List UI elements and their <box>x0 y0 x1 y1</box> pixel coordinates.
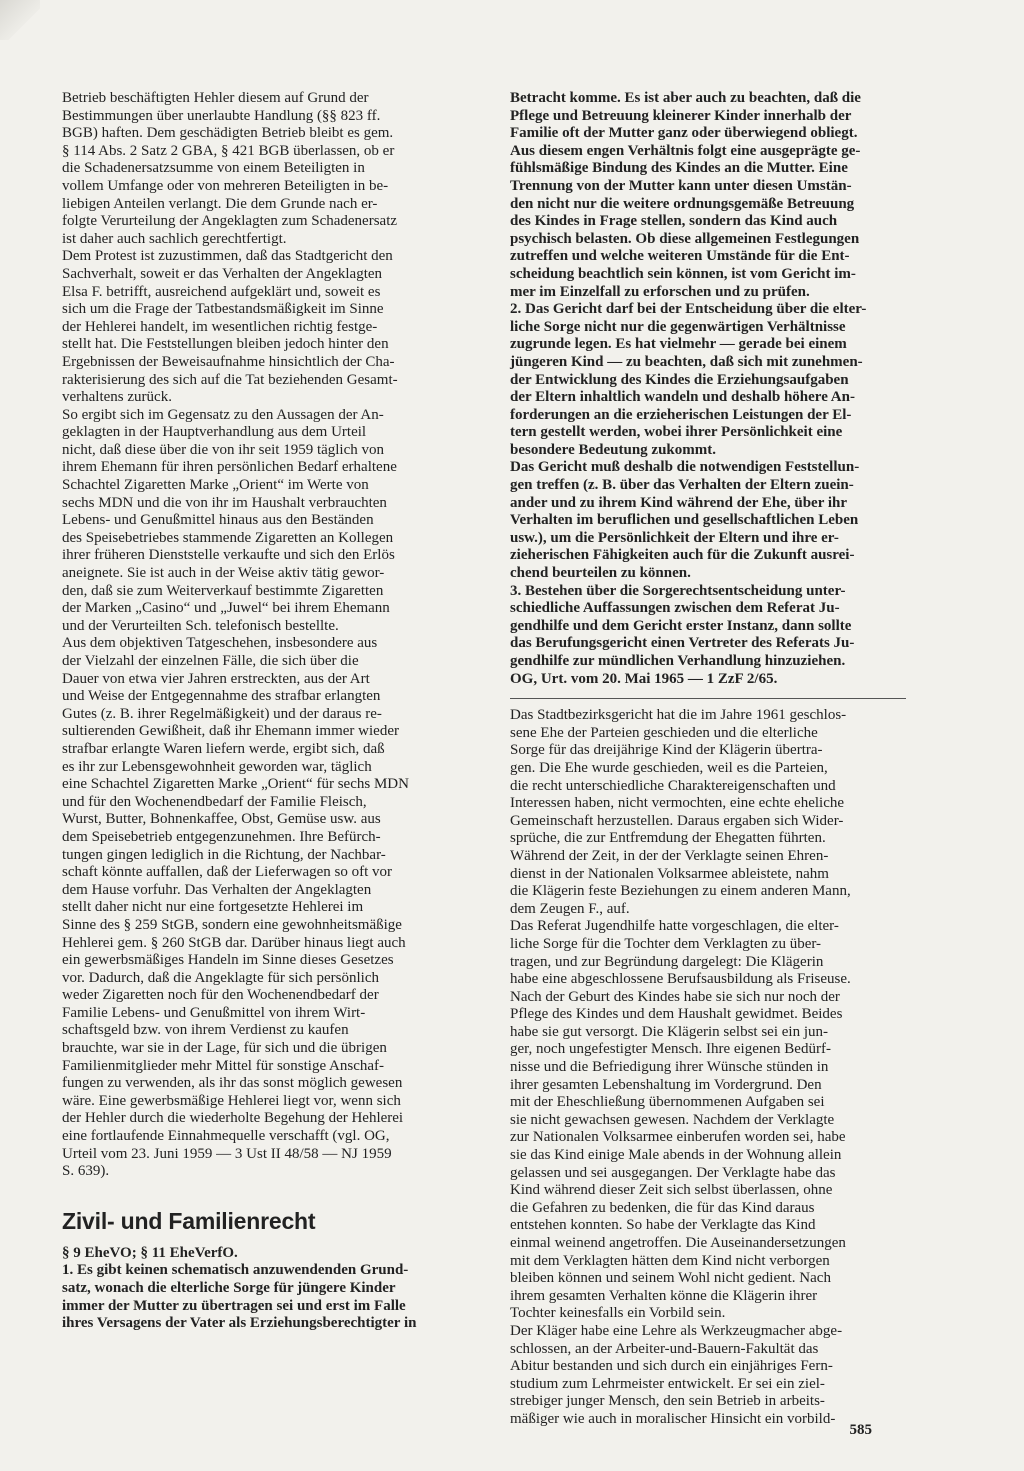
statute-reference: § 9 EheVO; § 11 EheVerfO. <box>62 1244 238 1261</box>
court-citation: OG, Urt. vom 20. Mai 1965 — 1 ZzF 2/65. <box>510 670 778 687</box>
paragraph: Betrieb beschäftigten Hehler diesem auf Grund der Bestimmungen über unerlaubte Handlung (§§ 823 ff. BGB) haften. Dem geschädigten Betrieb bleibt es gem. § 114 Abs. 2 Satz 2 GBA, § 421 BGB überlassen, ob er die Schadenersatzsumme von einem Beteiligten in vollem Umfange oder von mehreren Beteiligten in be- liebigen Anteilen verlangt. Die dem Grunde nach er- folgte Verurteilung der Angeklagten zum Schadenersatz ist daher auch sachlich gerechtfertigt. <box>62 90 398 247</box>
paragraph: Dem Protest ist zuzustimmen, daß das Stadtgericht den Sachverhalt, soweit er das Verhalten der Angeklagten Elsa F. betrifft, ausreichend aufgeklärt und, soweit es sich um die Frage der Tatbestandsmäßigkeit im Sinne der Hehlerei handelt, im wesentlichen richtig festge- stellt hat. Die Feststellungen bleiben jedoch hinter den Ergebnissen der Beweisaufnahme hinsichtlich der Cha- rakterisierung des sich auf die Tat beziehenden Gesamt- verhaltens zurück. <box>62 248 398 406</box>
section-heading: Zivil- und Familienrecht <box>62 1207 316 1234</box>
headnote-paragraph: Das Gericht muß deshalb die notwendigen Feststellun- gen treffen (z. B. über das Verhalten der Eltern zuein- ander und zu ihrem Kind während der Ehe, über ihr Verhalten im beruflichen und gesellschaftlichen Leben usw.), um die Persönlichkeit der Eltern und ihre er- zieherischen Fähigkeiten auch für die Zukunft ausrei- chend beurteilen zu können. <box>510 459 860 582</box>
paragraph: Aus dem objektiven Tatgeschehen, insbesondere aus der Vielzahl der einzelnen Fälle, die sich über die Dauer von etwa vier Jahren erstreckten, aus der Art und Weise der Entgegennahme des strafbar erlangten Gutes (z. B. ihrer Regelmäßigkeit) und der daraus re- sultierenden Gewißheit, daß ihr Ehemann immer wieder strafbar erlangte Waren liefern werde, ergibt sich, daß es ihr zur Lebensgewohnheit geworden war, täglich eine Schachtel Zigaretten Marke „Orient“ für sechs MDN und für den Wochenendbedarf der Familie Fleisch, Wurst, Butter, Bohnenkaffee, Obst, Gemüse usw. aus dem Speisebetrieb entgegenzunehmen. Ihre Befürch- tungen gingen lediglich in die Richtung, der Nachbar- schaft könnte auffallen, daß der Lieferwagen so oft vor dem Hause vorfuhr. Das Verhalten der Angeklagten stellt daher nicht nur eine fortgesetzte Hehlerei im Sinne des § 259 StGB, sondern eine gewohnheitsmäßige Hehlerei gem. § 260 StGB dar. Darüber hinaus liegt auch ein gewerbsmäßiges Handeln im Sinne dieses Gesetzes vor. Dadurch, daß die Angeklagte für sich persönlich weder Zigaretten noch für den Wochenendbedarf der Familie Lebens- und Genußmittel von ihrem Wirt- schaftsgeld bzw. von ihrem Verdienst zu kaufen brauchte, war sie in der Lage, für sich und die übrigen Familienmitglieder mehr Mittel für sonstige Anschaf- fungen zu verwenden, als ihr das sonst möglich gewesen wäre. Eine gewerbsmäßige Hehlerei liegt vor, wenn sich der Hehler durch die wiederholte Begehung der Hehlerei eine fortlaufende Einnahmequelle verschafft (vgl. OG, Urteil vom 23. Juni 1959 — 3 Ust II 48/58 — NJ 1959 S. 639). <box>62 635 409 1180</box>
right-column <box>510 90 906 1429</box>
headnote-paragraph: 1. Es gibt keinen schematisch anzuwendenden Grund- satz, wonach die elterliche Sorge für jüngere Kinder immer der Mutter zu übertragen sei und erst im Falle ihres Versagens der Vater als Erziehungsberechtigter in <box>62 1262 417 1332</box>
headnote-paragraph: 2. Das Gericht darf bei der Entscheidung über die elter- liche Sorge nicht nur die gegenwärtigen Verhältnisse zugrunde legen. Es hat vielmehr — gerade bei einem jüngeren Kind — zu beachten, daß sich mit zunehmen- der Entwicklung des Kindes die Erziehungsaufgaben der Eltern inhaltlich wandeln und deshalb höhere An- forderungen an die erzieherischen Leistungen der El- tern gestellt werden, wobei ihrer Persönlichkeit eine besondere Bedeutung zukommt. <box>510 301 867 458</box>
paragraph: Das Stadtbezirksgericht hat die im Jahre 1961 geschlos- sene Ehe der Parteien geschieden und die elterliche Sorge für das dreijährige Kind der Klägerin übertra- gen. Die Ehe wurde geschieden, weil es die Parteien, die recht unterschiedliche Charaktereigenschaften und Interessen haben, nicht vermochten, eine echte eheliche Gemeinschaft herzustellen. Daraus ergaben sich Wider- sprüche, die zur Entfremdung der Ehegatten führten. Während der Zeit, in der der Verklagte seinen Ehren- dienst in der Nationalen Volksarmee ableistete, nahm die Klägerin feste Beziehungen zu einem anderen Mann, dem Zeugen F., auf. <box>510 707 851 917</box>
section-divider <box>510 698 906 699</box>
headnote-paragraph: Betracht komme. Es ist aber auch zu beachten, daß die Pflege und Betreuung kleinerer Kinder innerhalb der Familie oft der Mutter ganz oder überwiegend obliegt. Aus diesem engen Verhältnis folgt eine ausgeprägte ge- fühlsmäßige Bindung des Kindes an die Mutter. Eine Trennung von der Mutter kann unter diesen Umstän- den nicht nur die weitere ordnungsgemäße Betreuung des Kindes in Frage stellen, sondern das Kind auch psychisch belasten. Ob diese allgemeinen Festlegungen zutreffen und welche weiteren Umstände für die Ent- scheidung beachtlich sein können, ist vom Gericht im- mer im Einzelfall zu erforschen und zu prüfen. <box>510 90 861 300</box>
left-column <box>62 90 458 1333</box>
paragraph: Der Kläger habe eine Lehre als Werkzeugmacher abge- schlossen, an der Arbeiter-und-Bauern-Fakultät das Abitur bestanden und sich durch ein einjähriges Fern- studium zum Lehrmeister entwickelt. Er sei ein ziel- strebiger junger Mensch, den sein Betrieb in arbeits- mäßiger wie auch in moralischer Hinsicht ein vorbild- <box>510 1322 843 1427</box>
paragraph: Das Referat Jugendhilfe hatte vorgeschlagen, die elter- liche Sorge für die Tochter dem Verklagten zu über- tragen, und zur Begründung dargelegt: Die Klägerin habe eine abgeschlossene Berufsausbildung als Friseuse. Nach der Geburt des Kindes habe sie sich nur noch der Pflege des Kindes und dem Haushalt gewidmet. Beides habe sie gut versorgt. Die Klägerin selbst sei ein jun- ger, noch ungefestigter Mensch. Ihre eigenen Bedürf- nisse und die Befriedigung ihrer Wünsche stünden in ihrer gesamten Lebenshaltung im Vordergrund. Den mit der Eheschließung übernommenen Aufgaben sei sie nicht gewachsen gewesen. Nachdem der Verklagte zur Nationalen Volksarmee einberufen worden sei, habe sie das Kind einige Male abends in der Wohnung allein gelassen und sei ausgegangen. Der Verklagte habe das Kind während dieser Zeit sich selbst überlassen, ohne die Gefahren zu bedenken, die für das Kind daraus entstehen konnten. So habe der Verklagte das Kind einmal weinend angetroffen. Die Auseinandersetzungen mit dem Verklagten hätten dem Kind nicht verborgen bleiben können und seinem Wohl nicht gedient. Nach ihrem gesamten Verhalten könne die Klägerin ihrer Tochter keinesfalls ein Vorbild sein. <box>510 918 851 1322</box>
page-corner-wear <box>0 0 40 40</box>
page-number: 585 <box>849 1422 872 1438</box>
headnote-paragraph: 3. Bestehen über die Sorgerechtsentscheidung unter- schiedliche Auffassungen zwischen dem Referat Ju- gendhilfe und dem Gericht erster Instanz, dann sollte das Berufungsgericht einen Vertreter des Referats Ju- gendhilfe zur mündlichen Verhandlung hinzuziehen. <box>510 582 855 669</box>
paragraph: So ergibt sich im Gegensatz zu den Aussagen der An- geklagten in der Hauptverhandlung aus dem Urteil nicht, daß diese über die von ihr seit 1959 täglich von ihrem Ehemann für ihren persönlichen Bedarf erhaltene Schachtel Zigaretten Marke „Orient“ im Werte von sechs MDN und die von ihr im Haushalt verbrauchten Lebens- und Genußmittel hinaus aus den Beständen des Speisebetriebes stammende Zigaretten an Kollegen ihrer früheren Dienststelle verkaufte und sich den Erlös aneignete. Sie ist auch in der Weise aktiv tätig gewor- den, daß sie zum Weiterverkauf bestimmte Zigaretten der Marken „Casino“ und „Juwel“ bei ihrem Ehemann und der Verurteilten Sch. telefonisch bestellte. <box>62 406 397 634</box>
